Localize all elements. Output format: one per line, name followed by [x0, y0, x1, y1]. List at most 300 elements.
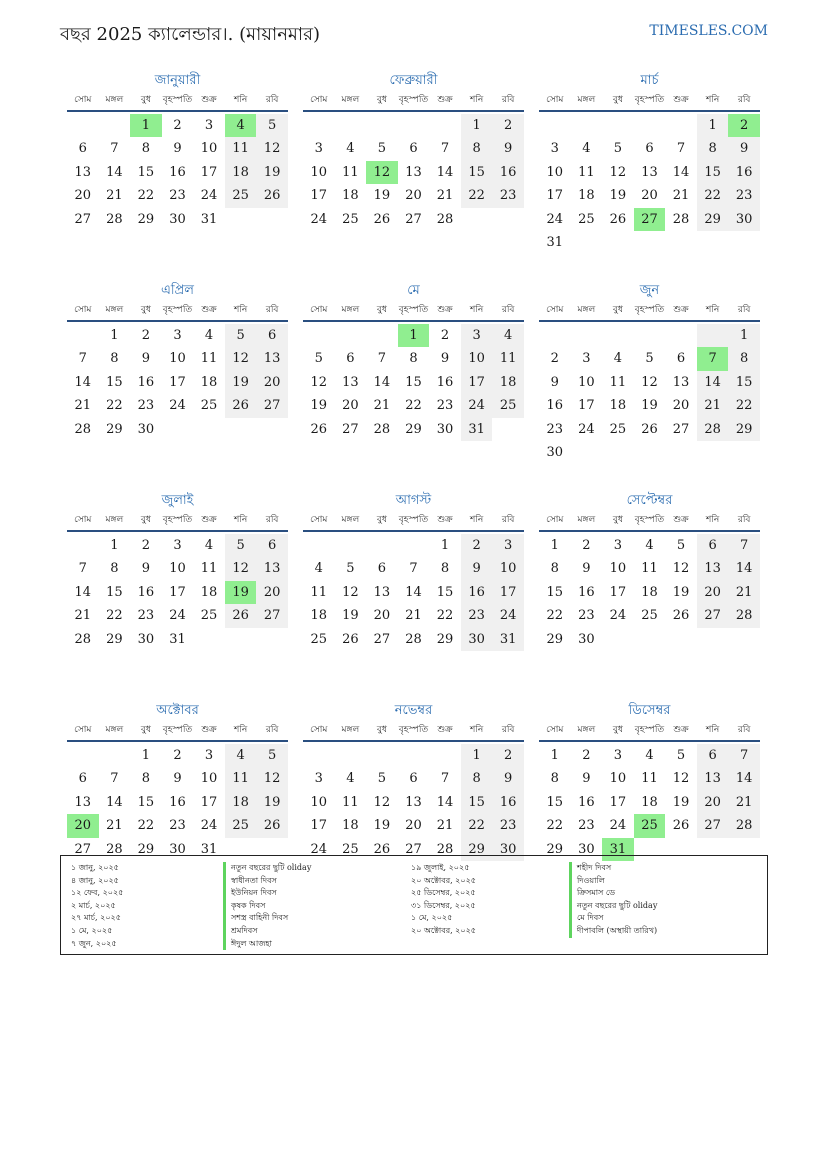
day-cell: 4 [204, 328, 214, 343]
day-cell: 7 [110, 141, 119, 157]
day-cell: 15 [137, 794, 155, 810]
day-cell: 12 [310, 374, 328, 390]
legend-holiday-name: শহীদ দিবস [569, 862, 657, 875]
empty-cell [193, 628, 225, 651]
empty-cell [335, 534, 367, 557]
day-cell: 8 [141, 141, 151, 157]
day-cell: 14 [74, 584, 92, 600]
day-cell: 13 [373, 584, 391, 600]
weekday-label: শুক্র [201, 725, 217, 735]
day-cell: 3 [461, 324, 493, 347]
day-cell: 30 [137, 421, 155, 437]
weekday-label: শুক্র [201, 95, 217, 105]
day-cell: 20 [74, 188, 92, 204]
empty-cell [335, 744, 367, 767]
day-cell: 3 [204, 748, 214, 763]
empty-cell [193, 418, 225, 441]
weekday-label: সোম [310, 305, 328, 315]
day-cell: 5 [676, 748, 686, 763]
day-cell: 7 [440, 141, 450, 157]
day-cell: 8 [550, 771, 559, 787]
empty-cell [571, 324, 603, 347]
weekday-header [303, 90, 524, 112]
day-cell: 28 [106, 211, 123, 227]
weekday-label: রবি [501, 515, 515, 525]
day-cell: 14 [74, 374, 92, 390]
empty-cell [728, 231, 760, 254]
weekday-label: মঙ্গল [105, 725, 124, 735]
day-cell: 17 [461, 371, 493, 394]
empty-cell [67, 324, 99, 347]
empty-cell [366, 114, 398, 137]
day-cell: 17 [310, 818, 328, 834]
month-name: আগস্ট [395, 493, 432, 508]
empty-cell [728, 441, 760, 464]
day-cell: 5 [645, 351, 654, 367]
day-cell: 19 [672, 794, 690, 810]
day-grid [539, 114, 760, 254]
day-cell: 8 [461, 137, 493, 160]
day-cell: 23 [137, 608, 155, 624]
weekday-label: সোম [546, 515, 564, 525]
day-cell: 23 [436, 398, 454, 414]
day-cell: 14 [697, 371, 729, 394]
day-cell: 27 [256, 394, 288, 417]
empty-cell [697, 324, 729, 347]
day-cell: 11 [492, 347, 524, 370]
legend-left-names [223, 862, 311, 950]
day-cell: 6 [256, 534, 288, 557]
day-cell: 18 [200, 584, 218, 600]
day-cell: 9 [582, 561, 591, 577]
day-cell: 4 [582, 141, 591, 157]
weekday-label: বুধ [140, 725, 151, 735]
day-cell: 15 [106, 374, 123, 390]
day-cell: 22 [405, 398, 422, 414]
legend-holiday-name: দিওয়ালি [569, 875, 657, 888]
day-cell: 9 [173, 771, 182, 787]
day-cell: 23 [169, 818, 186, 834]
day-cell: 17 [169, 584, 186, 600]
legend-holiday-date: ২০ অক্টোবর, ২০২৫ [411, 875, 476, 885]
day-cell: 7 [78, 561, 87, 577]
day-cell: 28 [373, 421, 391, 437]
weekday-label: শুক্র [437, 305, 453, 315]
empty-cell [256, 418, 288, 441]
day-cell: 3 [492, 534, 524, 557]
month-block [303, 492, 524, 702]
day-cell: 19 [225, 581, 257, 604]
day-cell: 2 [728, 114, 760, 137]
month-name: মার্চ [640, 73, 659, 88]
weekday-label: বুধ [140, 305, 151, 315]
day-grid [303, 324, 524, 441]
weekday-header [303, 300, 524, 322]
day-cell: 14 [106, 794, 123, 810]
day-cell: 8 [461, 767, 493, 790]
legend-holiday-date: ১ মে, ২০২৫ [71, 925, 113, 935]
day-cell: 23 [546, 421, 564, 437]
day-cell: 24 [609, 818, 627, 834]
weekday-label: বৃহস্পতি [398, 725, 429, 735]
day-cell: 25 [578, 211, 595, 227]
weekday-label: শুক্র [673, 725, 689, 735]
day-cell: 16 [137, 584, 155, 600]
day-cell: 27 [672, 421, 690, 437]
weekday-label: সোম [74, 95, 92, 105]
day-cell: 6 [346, 351, 355, 367]
day-cell: 19 [225, 371, 257, 394]
day-cell: 12 [672, 561, 690, 577]
weekday-label: শুক্র [437, 725, 453, 735]
day-cell: 26 [225, 394, 257, 417]
day-cell: 20 [256, 371, 288, 394]
day-cell: 15 [137, 164, 155, 180]
legend-holiday-date: ৪ জানু, ২০২৫ [71, 875, 119, 885]
day-cell: 22 [461, 814, 493, 837]
day-cell: 19 [672, 584, 690, 600]
day-cell: 29 [728, 418, 760, 441]
weekday-label: শুক্র [201, 515, 217, 525]
day-cell: 2 [492, 744, 524, 767]
weekday-label: বৃহস্পতি [634, 725, 665, 735]
day-grid [67, 324, 288, 441]
empty-cell [571, 231, 603, 254]
day-cell: 25 [310, 631, 328, 647]
weekday-label: রবি [265, 515, 279, 525]
month-name: জানুয়ারী [154, 73, 201, 88]
weekday-label: রবি [265, 305, 279, 315]
empty-cell [634, 231, 666, 254]
weekday-label: সোম [310, 95, 328, 105]
weekday-label: বৃহস্পতি [634, 515, 665, 525]
day-cell: 11 [200, 351, 218, 367]
day-cell: 4 [492, 324, 524, 347]
month-block [539, 72, 760, 282]
day-cell: 10 [310, 164, 328, 180]
day-cell: 26 [310, 421, 328, 437]
day-cell: 9 [173, 141, 182, 157]
legend-holiday-name: ঈদুল আজহা [223, 938, 311, 951]
calendar-grid [67, 72, 760, 912]
day-cell: 13 [256, 557, 288, 580]
day-cell: 29 [546, 631, 564, 647]
day-cell: 15 [405, 374, 422, 390]
empty-cell [67, 744, 99, 767]
weekday-header [303, 510, 524, 532]
empty-cell [461, 208, 493, 231]
weekday-label: বৃহস্পতি [162, 305, 193, 315]
day-cell: 2 [141, 328, 151, 343]
day-cell: 25 [225, 184, 257, 207]
page-title: বছর 2025 ক্যালেন্ডার।. (মায়ানমার) [60, 24, 321, 45]
weekday-label: বুধ [612, 515, 623, 525]
day-cell: 23 [137, 398, 155, 414]
day-cell: 5 [256, 114, 288, 137]
day-cell: 2 [440, 328, 450, 343]
day-cell: 13 [74, 164, 92, 180]
month-name: অক্টোবর [156, 703, 199, 718]
day-cell: 24 [492, 604, 524, 627]
day-cell: 27 [74, 211, 92, 227]
weekday-label: সোম [546, 725, 564, 735]
day-cell: 8 [110, 561, 119, 577]
weekday-label: শনি [233, 305, 248, 315]
weekday-label: বুধ [140, 515, 151, 525]
empty-cell [225, 628, 257, 651]
day-cell: 12 [373, 794, 391, 810]
day-cell: 6 [697, 534, 729, 557]
day-cell: 21 [436, 818, 454, 834]
day-grid [539, 534, 760, 651]
empty-cell [398, 114, 430, 137]
day-cell: 22 [137, 818, 155, 834]
weekday-label: রবি [501, 725, 515, 735]
day-cell: 8 [697, 137, 729, 160]
day-cell: 2 [173, 748, 182, 763]
empty-cell [634, 324, 666, 347]
weekday-label: সোম [546, 305, 564, 315]
empty-cell [303, 534, 335, 557]
day-cell: 15 [728, 371, 760, 394]
day-cell: 1 [110, 538, 119, 553]
weekday-header [539, 90, 760, 112]
day-cell: 1 [130, 114, 162, 137]
site-name[interactable]: TIMESLES.COM [649, 23, 768, 39]
day-cell: 10 [310, 794, 328, 810]
weekday-label: রবি [265, 725, 279, 735]
empty-cell [429, 114, 461, 137]
empty-cell [99, 114, 131, 137]
day-cell: 14 [436, 794, 454, 810]
day-cell: 18 [641, 794, 658, 810]
month-row [67, 282, 760, 492]
day-cell: 27 [634, 208, 666, 231]
day-cell: 27 [373, 631, 391, 647]
legend-holiday-name: নতুন বছরের ছুটি oliday [569, 900, 657, 913]
day-cell: 28 [436, 841, 454, 857]
day-cell: 23 [578, 608, 595, 624]
day-cell: 19 [256, 161, 288, 184]
day-cell: 7 [110, 771, 119, 787]
day-grid [539, 324, 760, 464]
day-cell: 30 [578, 631, 595, 647]
day-cell: 22 [546, 608, 564, 624]
day-cell: 6 [676, 351, 686, 367]
month-name: জুলাই [161, 493, 194, 508]
day-cell: 10 [546, 164, 564, 180]
day-grid [303, 744, 524, 861]
day-cell: 2 [582, 538, 591, 553]
day-cell: 31 [546, 234, 564, 250]
empty-cell [303, 114, 335, 137]
day-cell: 25 [200, 608, 218, 624]
legend-left-dates [71, 862, 123, 950]
weekday-label: শনি [233, 515, 248, 525]
day-cell: 15 [546, 584, 564, 600]
month-row [67, 492, 760, 702]
day-grid [303, 114, 524, 231]
day-cell: 5 [613, 141, 623, 157]
day-cell: 16 [169, 794, 186, 810]
day-cell: 5 [256, 744, 288, 767]
day-cell: 20 [405, 188, 422, 204]
day-cell: 11 [641, 771, 658, 787]
day-cell: 25 [225, 814, 257, 837]
day-cell: 15 [461, 791, 493, 814]
weekday-label: মঙ্গল [341, 725, 360, 735]
day-cell: 4 [346, 141, 355, 157]
month-block [67, 282, 288, 492]
day-cell: 26 [373, 211, 391, 227]
weekday-label: বৃহস্পতি [162, 95, 193, 105]
month-block [303, 72, 524, 282]
weekday-label: শুক্র [673, 515, 689, 525]
day-cell: 16 [546, 398, 564, 414]
day-cell: 15 [697, 161, 729, 184]
day-cell: 9 [141, 351, 151, 367]
day-cell: 17 [578, 398, 595, 414]
day-cell: 24 [310, 841, 328, 857]
legend-right-names [569, 862, 657, 938]
weekday-label: বুধ [612, 305, 623, 315]
weekday-header [539, 510, 760, 532]
day-cell: 17 [200, 794, 218, 810]
empty-cell [303, 324, 335, 347]
weekday-header [303, 720, 524, 742]
weekday-label: শনি [233, 725, 248, 735]
day-cell: 9 [461, 557, 493, 580]
day-cell: 12 [342, 584, 359, 600]
day-cell: 25 [609, 421, 627, 437]
day-cell: 19 [373, 818, 391, 834]
day-cell: 28 [728, 814, 760, 837]
day-cell: 29 [106, 421, 123, 437]
weekday-label: বৃহস্পতি [162, 515, 193, 525]
weekday-label: শনি [233, 95, 248, 105]
day-cell: 6 [78, 141, 87, 157]
empty-cell [429, 744, 461, 767]
legend-right-dates [411, 862, 476, 938]
day-cell: 3 [314, 141, 323, 157]
day-cell: 17 [492, 581, 524, 604]
legend-holiday-date: ১ জানু, ২০২৫ [71, 863, 119, 872]
weekday-label: মঙ্গল [341, 515, 360, 525]
legend-holiday-date: ১৯ জুলাই, ২০২৫ [411, 863, 470, 872]
day-cell: 20 [641, 188, 658, 204]
day-cell: 3 [173, 328, 182, 343]
weekday-label: বৃহস্পতি [634, 305, 665, 315]
day-cell: 4 [225, 114, 257, 137]
day-cell: 10 [169, 351, 186, 367]
legend-holiday-name: কৃষক দিবস [223, 900, 311, 913]
empty-cell [256, 628, 288, 651]
day-cell: 8 [440, 561, 450, 577]
day-cell: 1 [550, 748, 559, 763]
day-cell: 18 [492, 371, 524, 394]
day-cell: 20 [405, 818, 422, 834]
day-cell: 14 [106, 164, 123, 180]
day-cell: 20 [67, 814, 99, 837]
legend-holiday-date: ২৭ মার্চ, ২০২৫ [71, 913, 121, 923]
weekday-label: মঙ্গল [577, 95, 596, 105]
day-cell: 9 [141, 561, 151, 577]
day-cell: 19 [342, 608, 359, 624]
day-cell: 7 [728, 744, 760, 767]
weekday-label: রবি [737, 515, 751, 525]
month-block [539, 282, 760, 492]
empty-cell [99, 744, 131, 767]
weekday-label: শুক্র [437, 95, 453, 105]
empty-cell [492, 418, 524, 441]
day-cell: 16 [461, 581, 493, 604]
empty-cell [398, 744, 430, 767]
day-cell: 24 [546, 211, 564, 227]
day-cell: 2 [582, 748, 591, 763]
day-cell: 4 [346, 771, 355, 787]
day-cell: 10 [200, 141, 218, 157]
empty-cell [256, 208, 288, 231]
day-cell: 11 [641, 561, 658, 577]
day-cell: 24 [461, 394, 493, 417]
page-header [60, 20, 768, 44]
day-cell: 1 [110, 328, 119, 343]
day-cell: 30 [436, 421, 454, 437]
day-cell: 18 [641, 584, 658, 600]
month-name: মে [407, 283, 420, 298]
weekday-label: শুক্র [673, 305, 689, 315]
day-cell: 17 [200, 164, 218, 180]
empty-cell [67, 534, 99, 557]
day-cell: 4 [613, 351, 623, 367]
weekday-label: বুধ [612, 95, 623, 105]
legend-holiday-name: সশস্ত্র বাহিনী দিবস [223, 912, 311, 925]
day-cell: 13 [405, 794, 422, 810]
empty-cell [665, 324, 697, 347]
legend-holiday-date: ২ মার্চ, ২০২৫ [71, 900, 116, 910]
day-cell: 19 [373, 188, 391, 204]
day-cell: 26 [609, 211, 627, 227]
day-cell: 13 [641, 164, 658, 180]
day-cell: 21 [74, 608, 92, 624]
day-grid [539, 744, 760, 861]
day-cell: 1 [141, 748, 151, 763]
day-cell: 29 [405, 421, 422, 437]
day-cell: 9 [582, 771, 591, 787]
day-cell: 22 [106, 608, 123, 624]
weekday-label: শনি [469, 515, 484, 525]
day-cell: 16 [137, 374, 155, 390]
day-cell: 3 [204, 118, 214, 133]
day-cell: 26 [342, 631, 359, 647]
day-cell: 24 [200, 818, 218, 834]
day-cell: 30 [461, 628, 493, 651]
empty-cell [602, 114, 634, 137]
day-cell: 17 [546, 188, 564, 204]
day-cell: 27 [697, 604, 729, 627]
day-cell: 1 [398, 324, 430, 347]
day-cell: 14 [728, 557, 760, 580]
weekday-label: বৃহস্পতি [398, 515, 429, 525]
weekday-label: রবি [737, 305, 751, 315]
day-cell: 26 [672, 818, 690, 834]
weekday-label: বৃহস্পতি [162, 725, 193, 735]
day-cell: 19 [310, 398, 328, 414]
day-cell: 21 [436, 188, 454, 204]
weekday-header [67, 300, 288, 322]
month-block [67, 72, 288, 282]
day-cell: 25 [641, 608, 658, 624]
